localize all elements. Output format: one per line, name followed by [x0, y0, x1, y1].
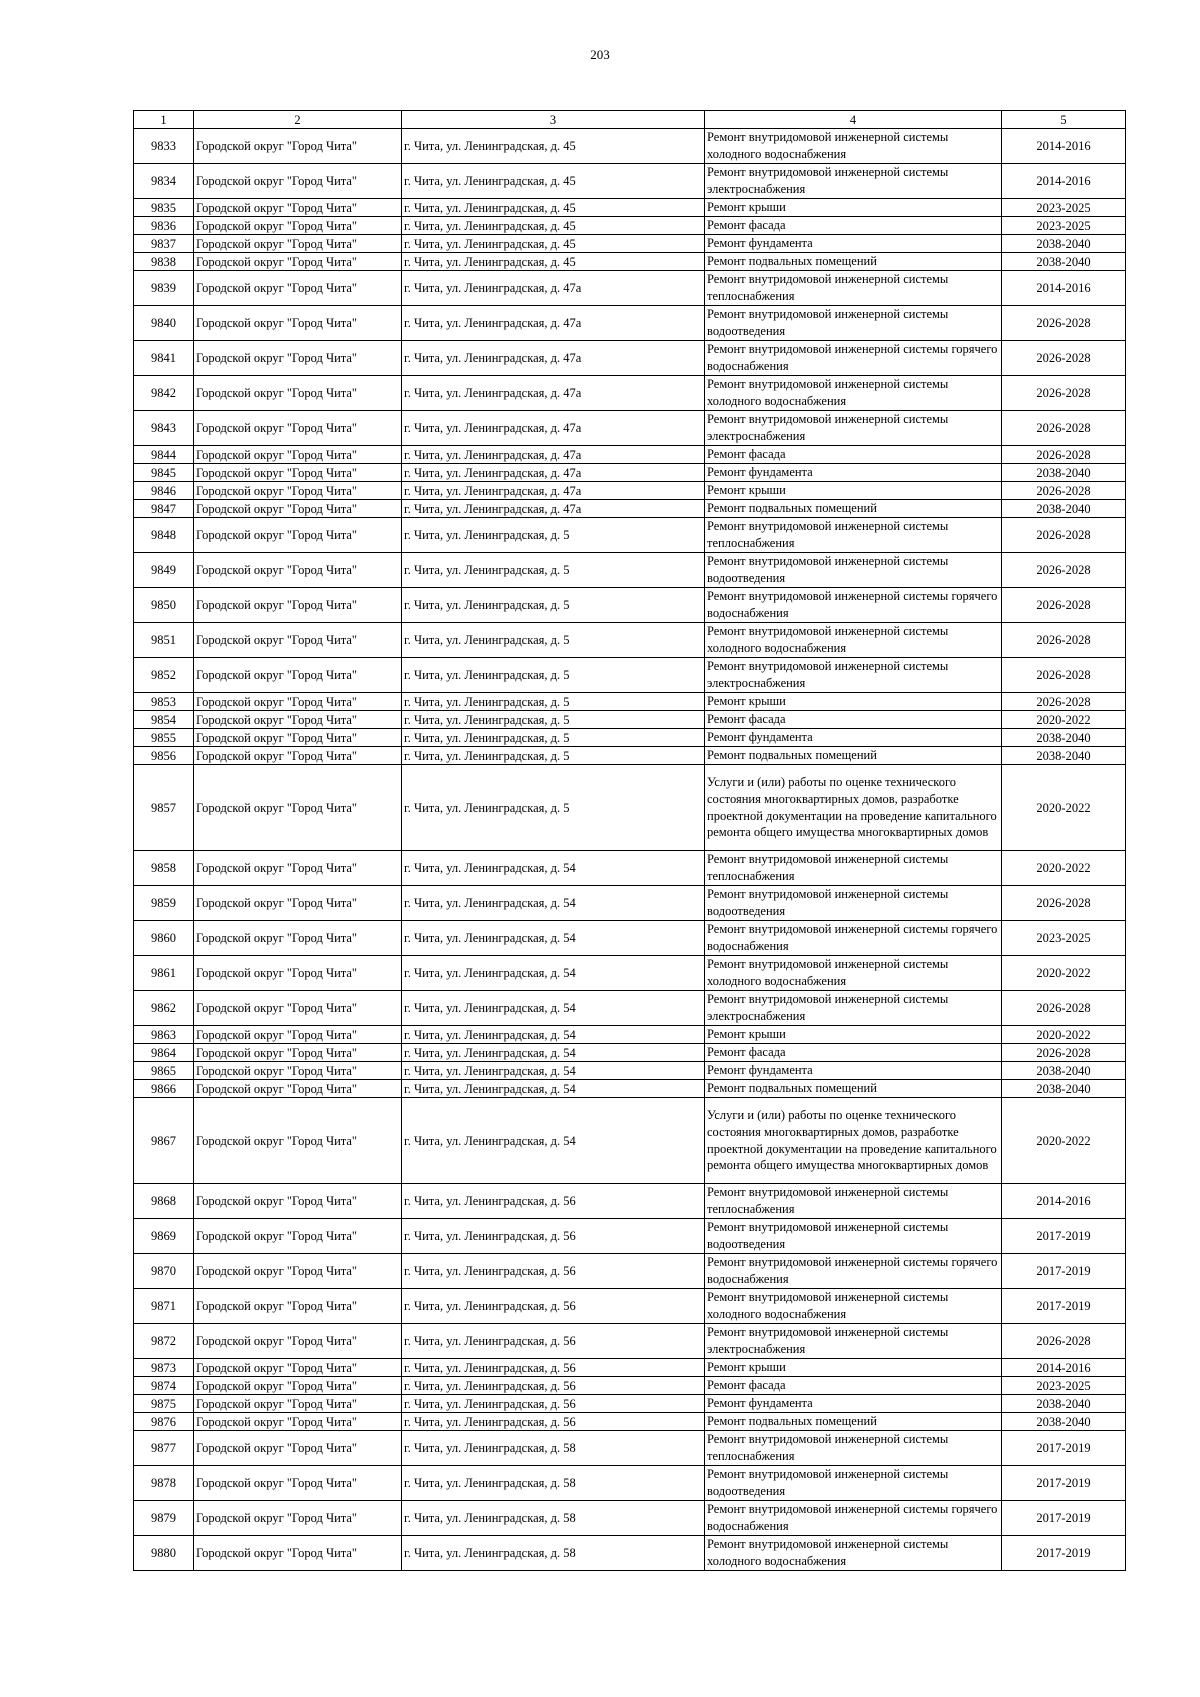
municipality-cell: Городской округ "Город Чита"	[194, 464, 402, 482]
period-cell: 2038-2040	[1002, 464, 1126, 482]
period-cell: 2017-2019	[1002, 1536, 1126, 1571]
period-cell: 2026-2028	[1002, 658, 1126, 693]
table-row	[134, 886, 1126, 921]
address-cell: г. Чита, ул. Ленинградская, д. 58	[402, 1466, 705, 1501]
work-type-cell: Ремонт фасада	[705, 1377, 1002, 1395]
work-type-cell: Ремонт внутридомовой инженерной системы холодного водоснабжения	[705, 956, 1002, 991]
work-type-cell: Ремонт крыши	[705, 482, 1002, 500]
work-type-cell: Ремонт фундамента	[705, 235, 1002, 253]
municipality-cell: Городской округ "Город Чита"	[194, 306, 402, 341]
table-row	[134, 729, 1126, 747]
address-cell: г. Чита, ул. Ленинградская, д. 5	[402, 588, 705, 623]
address-cell: г. Чита, ул. Ленинградская, д. 56	[402, 1289, 705, 1324]
table-row	[134, 623, 1126, 658]
table-row	[134, 164, 1126, 199]
municipality-cell: Городской округ "Город Чита"	[194, 1254, 402, 1289]
row-number-cell: 9867	[134, 1098, 194, 1184]
municipality-cell: Городской округ "Город Чита"	[194, 1080, 402, 1098]
municipality-cell: Городской округ "Город Чита"	[194, 518, 402, 553]
table-row	[134, 1431, 1126, 1466]
table-row	[134, 1466, 1126, 1501]
table-row	[134, 341, 1126, 376]
period-cell: 2020-2022	[1002, 851, 1126, 886]
row-number-cell: 9870	[134, 1254, 194, 1289]
row-number-cell: 9873	[134, 1359, 194, 1377]
address-cell: г. Чита, ул. Ленинградская, д. 54	[402, 1026, 705, 1044]
row-number-cell: 9852	[134, 658, 194, 693]
row-number-cell: 9862	[134, 991, 194, 1026]
period-cell: 2038-2040	[1002, 1395, 1126, 1413]
table-row	[134, 1377, 1126, 1395]
address-cell: г. Чита, ул. Ленинградская, д. 54	[402, 886, 705, 921]
municipality-cell: Городской округ "Город Чита"	[194, 482, 402, 500]
table-body	[134, 111, 1126, 1571]
period-cell: 2038-2040	[1002, 253, 1126, 271]
table-row	[134, 411, 1126, 446]
table-row	[134, 851, 1126, 886]
municipality-cell: Городской округ "Город Чита"	[194, 235, 402, 253]
row-number-cell: 9846	[134, 482, 194, 500]
period-cell: 2023-2025	[1002, 217, 1126, 235]
address-cell: г. Чита, ул. Ленинградская, д. 47а	[402, 446, 705, 464]
row-number-cell: 9866	[134, 1080, 194, 1098]
period-cell: 2038-2040	[1002, 500, 1126, 518]
municipality-cell: Городской округ "Город Чита"	[194, 164, 402, 199]
period-cell: 2026-2028	[1002, 518, 1126, 553]
work-type-cell: Ремонт фасада	[705, 217, 1002, 235]
period-cell: 2017-2019	[1002, 1466, 1126, 1501]
address-cell: г. Чита, ул. Ленинградская, д. 45	[402, 164, 705, 199]
work-type-cell: Ремонт подвальных помещений	[705, 500, 1002, 518]
table-row	[134, 588, 1126, 623]
period-cell: 2023-2025	[1002, 921, 1126, 956]
municipality-cell: Городской округ "Город Чита"	[194, 1026, 402, 1044]
capital-repair-table	[133, 110, 1126, 1571]
work-type-cell: Ремонт внутридомовой инженерной системы электроснабжения	[705, 1324, 1002, 1359]
address-cell: г. Чита, ул. Ленинградская, д. 54	[402, 1080, 705, 1098]
row-number-cell: 9834	[134, 164, 194, 199]
period-cell: 2014-2016	[1002, 1184, 1126, 1219]
work-type-cell: Ремонт внутридомовой инженерной системы теплоснабжения	[705, 1431, 1002, 1466]
address-cell: г. Чита, ул. Ленинградская, д. 56	[402, 1395, 705, 1413]
row-number-cell: 9877	[134, 1431, 194, 1466]
work-type-cell: Ремонт фундамента	[705, 729, 1002, 747]
address-cell: г. Чита, ул. Ленинградская, д. 5	[402, 658, 705, 693]
address-cell: г. Чита, ул. Ленинградская, д. 45	[402, 253, 705, 271]
municipality-cell: Городской округ "Город Чита"	[194, 1536, 402, 1571]
table-row	[134, 1044, 1126, 1062]
address-cell: г. Чита, ул. Ленинградская, д. 56	[402, 1377, 705, 1395]
period-cell: 2026-2028	[1002, 1324, 1126, 1359]
address-cell: г. Чита, ул. Ленинградская, д. 54	[402, 921, 705, 956]
address-cell: г. Чита, ул. Ленинградская, д. 56	[402, 1413, 705, 1431]
municipality-cell: Городской округ "Город Чита"	[194, 271, 402, 306]
work-type-cell: Ремонт внутридомовой инженерной системы горячего водоснабжения	[705, 921, 1002, 956]
address-cell: г. Чита, ул. Ленинградская, д. 56	[402, 1219, 705, 1254]
municipality-cell: Городской округ "Город Чита"	[194, 1289, 402, 1324]
table-row	[134, 500, 1126, 518]
work-type-cell: Ремонт фасада	[705, 446, 1002, 464]
address-cell: г. Чита, ул. Ленинградская, д. 47а	[402, 482, 705, 500]
row-number-cell: 9835	[134, 199, 194, 217]
municipality-cell: Городской округ "Город Чита"	[194, 711, 402, 729]
municipality-cell: Городской округ "Город Чита"	[194, 921, 402, 956]
row-number-cell: 9859	[134, 886, 194, 921]
row-number-cell: 9864	[134, 1044, 194, 1062]
table-row	[134, 1080, 1126, 1098]
table-row	[134, 1219, 1126, 1254]
row-number-cell: 9878	[134, 1466, 194, 1501]
table-row	[134, 1062, 1126, 1080]
address-cell: г. Чита, ул. Ленинградская, д. 58	[402, 1501, 705, 1536]
address-cell: г. Чита, ул. Ленинградская, д. 47а	[402, 500, 705, 518]
municipality-cell: Городской округ "Город Чита"	[194, 1062, 402, 1080]
municipality-cell: Городской округ "Город Чита"	[194, 1395, 402, 1413]
period-cell: 2026-2028	[1002, 886, 1126, 921]
period-cell: 2026-2028	[1002, 341, 1126, 376]
municipality-cell: Городской округ "Город Чита"	[194, 553, 402, 588]
address-cell: г. Чита, ул. Ленинградская, д. 54	[402, 1062, 705, 1080]
municipality-cell: Городской округ "Город Чита"	[194, 729, 402, 747]
work-type-cell: Ремонт фасада	[705, 1044, 1002, 1062]
address-cell: г. Чита, ул. Ленинградская, д. 47а	[402, 464, 705, 482]
work-type-cell: Ремонт внутридомовой инженерной системы холодного водоснабжения	[705, 1289, 1002, 1324]
row-number-cell: 9849	[134, 553, 194, 588]
table-row	[134, 1395, 1126, 1413]
municipality-cell: Городской округ "Город Чита"	[194, 991, 402, 1026]
row-number-cell: 9853	[134, 693, 194, 711]
row-number-cell: 9868	[134, 1184, 194, 1219]
municipality-cell: Городской округ "Город Чита"	[194, 1184, 402, 1219]
row-number-cell: 9844	[134, 446, 194, 464]
work-type-cell: Ремонт внутридомовой инженерной системы горячего водоснабжения	[705, 1501, 1002, 1536]
municipality-cell: Городской округ "Город Чита"	[194, 217, 402, 235]
table-row	[134, 446, 1126, 464]
municipality-cell: Городской округ "Город Чита"	[194, 341, 402, 376]
municipality-cell: Городской округ "Город Чита"	[194, 1413, 402, 1431]
period-cell: 2038-2040	[1002, 1080, 1126, 1098]
address-cell: г. Чита, ул. Ленинградская, д. 54	[402, 991, 705, 1026]
address-cell: г. Чита, ул. Ленинградская, д. 5	[402, 553, 705, 588]
address-cell: г. Чита, ул. Ленинградская, д. 54	[402, 851, 705, 886]
header-cell-1: 1	[134, 111, 194, 129]
municipality-cell: Городской округ "Город Чита"	[194, 693, 402, 711]
period-cell: 2026-2028	[1002, 376, 1126, 411]
work-type-cell: Ремонт внутридомовой инженерной системы горячего водоснабжения	[705, 341, 1002, 376]
work-type-cell: Ремонт подвальных помещений	[705, 1080, 1002, 1098]
work-type-cell: Услуги и (или) работы по оценке технического состояния многоквартирных домов, разработке проектной документации на проведение капитального ремонта общего имущества многоквартирных домов	[705, 765, 1002, 851]
municipality-cell: Городской округ "Город Чита"	[194, 1377, 402, 1395]
address-cell: г. Чита, ул. Ленинградская, д. 5	[402, 711, 705, 729]
table-row	[134, 518, 1126, 553]
work-type-cell: Ремонт внутридомовой инженерной системы водоотведения	[705, 553, 1002, 588]
work-type-cell: Ремонт внутридомовой инженерной системы электроснабжения	[705, 164, 1002, 199]
table-row	[134, 217, 1126, 235]
municipality-cell: Городской округ "Город Чита"	[194, 658, 402, 693]
row-number-cell: 9860	[134, 921, 194, 956]
row-number-cell: 9833	[134, 129, 194, 164]
period-cell: 2026-2028	[1002, 553, 1126, 588]
municipality-cell: Городской округ "Город Чита"	[194, 1324, 402, 1359]
period-cell: 2017-2019	[1002, 1289, 1126, 1324]
municipality-cell: Городской округ "Город Чита"	[194, 1044, 402, 1062]
row-number-cell: 9845	[134, 464, 194, 482]
table-row	[134, 921, 1126, 956]
period-cell: 2023-2025	[1002, 199, 1126, 217]
row-number-cell: 9880	[134, 1536, 194, 1571]
municipality-cell: Городской округ "Город Чита"	[194, 747, 402, 765]
row-number-cell: 9858	[134, 851, 194, 886]
work-type-cell: Ремонт внутридомовой инженерной системы холодного водоснабжения	[705, 376, 1002, 411]
row-number-cell: 9840	[134, 306, 194, 341]
municipality-cell: Городской округ "Город Чита"	[194, 500, 402, 518]
period-cell: 2026-2028	[1002, 411, 1126, 446]
row-number-cell: 9839	[134, 271, 194, 306]
address-cell: г. Чита, ул. Ленинградская, д. 56	[402, 1324, 705, 1359]
address-cell: г. Чита, ул. Ленинградская, д. 5	[402, 693, 705, 711]
header-cell-5: 5	[1002, 111, 1126, 129]
municipality-cell: Городской округ "Город Чита"	[194, 956, 402, 991]
work-type-cell: Ремонт внутридомовой инженерной системы горячего водоснабжения	[705, 1254, 1002, 1289]
table-row	[134, 1501, 1126, 1536]
period-cell: 2014-2016	[1002, 271, 1126, 306]
row-number-cell: 9841	[134, 341, 194, 376]
table-row	[134, 991, 1126, 1026]
municipality-cell: Городской округ "Город Чита"	[194, 129, 402, 164]
table-row	[134, 1254, 1126, 1289]
work-type-cell: Ремонт внутридомовой инженерной системы холодного водоснабжения	[705, 1536, 1002, 1571]
address-cell: г. Чита, ул. Ленинградская, д. 5	[402, 747, 705, 765]
address-cell: г. Чита, ул. Ленинградская, д. 45	[402, 217, 705, 235]
row-number-cell: 9879	[134, 1501, 194, 1536]
table-row	[134, 482, 1126, 500]
work-type-cell: Ремонт внутридомовой инженерной системы водоотведения	[705, 1466, 1002, 1501]
period-cell: 2020-2022	[1002, 765, 1126, 851]
row-number-cell: 9838	[134, 253, 194, 271]
period-cell: 2017-2019	[1002, 1219, 1126, 1254]
address-cell: г. Чита, ул. Ленинградская, д. 58	[402, 1536, 705, 1571]
address-cell: г. Чита, ул. Ленинградская, д. 45	[402, 129, 705, 164]
address-cell: г. Чита, ул. Ленинградская, д. 58	[402, 1431, 705, 1466]
period-cell: 2026-2028	[1002, 446, 1126, 464]
address-cell: г. Чита, ул. Ленинградская, д. 54	[402, 956, 705, 991]
work-type-cell: Ремонт фасада	[705, 711, 1002, 729]
address-cell: г. Чита, ул. Ленинградская, д. 47а	[402, 306, 705, 341]
table-row	[134, 765, 1126, 851]
header-cell-3: 3	[402, 111, 705, 129]
row-number-cell: 9855	[134, 729, 194, 747]
work-type-cell: Ремонт фундамента	[705, 1062, 1002, 1080]
municipality-cell: Городской округ "Город Чита"	[194, 1501, 402, 1536]
table-row	[134, 1098, 1126, 1184]
period-cell: 2017-2019	[1002, 1501, 1126, 1536]
table-row	[134, 376, 1126, 411]
municipality-cell: Городской округ "Город Чита"	[194, 446, 402, 464]
municipality-cell: Городской округ "Город Чита"	[194, 376, 402, 411]
address-cell: г. Чита, ул. Ленинградская, д. 56	[402, 1184, 705, 1219]
period-cell: 2020-2022	[1002, 1026, 1126, 1044]
row-number-cell: 9847	[134, 500, 194, 518]
table-row	[134, 235, 1126, 253]
municipality-cell: Городской округ "Город Чита"	[194, 765, 402, 851]
municipality-cell: Городской округ "Город Чита"	[194, 623, 402, 658]
work-type-cell: Ремонт фундамента	[705, 1395, 1002, 1413]
work-type-cell: Ремонт крыши	[705, 1359, 1002, 1377]
row-number-cell: 9861	[134, 956, 194, 991]
work-type-cell: Ремонт внутридомовой инженерной системы электроснабжения	[705, 658, 1002, 693]
row-number-cell: 9851	[134, 623, 194, 658]
address-cell: г. Чита, ул. Ленинградская, д. 54	[402, 1044, 705, 1062]
table-row	[134, 711, 1126, 729]
work-type-cell: Ремонт крыши	[705, 693, 1002, 711]
municipality-cell: Городской округ "Город Чита"	[194, 199, 402, 217]
municipality-cell: Городской округ "Город Чита"	[194, 886, 402, 921]
work-type-cell: Ремонт крыши	[705, 199, 1002, 217]
address-cell: г. Чита, ул. Ленинградская, д. 47а	[402, 341, 705, 376]
row-number-cell: 9837	[134, 235, 194, 253]
table-row	[134, 747, 1126, 765]
work-type-cell: Ремонт внутридомовой инженерной системы теплоснабжения	[705, 271, 1002, 306]
table-row	[134, 1026, 1126, 1044]
table-row	[134, 1324, 1126, 1359]
period-cell: 2020-2022	[1002, 711, 1126, 729]
row-number-cell: 9856	[134, 747, 194, 765]
municipality-cell: Городской округ "Город Чита"	[194, 1359, 402, 1377]
period-cell: 2026-2028	[1002, 693, 1126, 711]
work-type-cell: Ремонт внутридомовой инженерной системы теплоснабжения	[705, 518, 1002, 553]
header-cell-2: 2	[194, 111, 402, 129]
period-cell: 2026-2028	[1002, 991, 1126, 1026]
address-cell: г. Чита, ул. Ленинградская, д. 45	[402, 199, 705, 217]
period-cell: 2020-2022	[1002, 1098, 1126, 1184]
table-row	[134, 1413, 1126, 1431]
municipality-cell: Городской округ "Город Чита"	[194, 851, 402, 886]
address-cell: г. Чита, ул. Ленинградская, д. 5	[402, 765, 705, 851]
row-number-cell: 9871	[134, 1289, 194, 1324]
table-row	[134, 199, 1126, 217]
row-number-cell: 9874	[134, 1377, 194, 1395]
address-cell: г. Чита, ул. Ленинградская, д. 47а	[402, 271, 705, 306]
period-cell: 2023-2025	[1002, 1377, 1126, 1395]
period-cell: 2026-2028	[1002, 588, 1126, 623]
table-row	[134, 1289, 1126, 1324]
municipality-cell: Городской округ "Город Чита"	[194, 1466, 402, 1501]
table-row	[134, 306, 1126, 341]
period-cell: 2026-2028	[1002, 306, 1126, 341]
municipality-cell: Городской округ "Город Чита"	[194, 588, 402, 623]
work-type-cell: Ремонт крыши	[705, 1026, 1002, 1044]
period-cell: 2014-2016	[1002, 129, 1126, 164]
period-cell: 2014-2016	[1002, 164, 1126, 199]
header-cell-4: 4	[705, 111, 1002, 129]
period-cell: 2020-2022	[1002, 956, 1126, 991]
municipality-cell: Городской округ "Город Чита"	[194, 411, 402, 446]
row-number-cell: 9865	[134, 1062, 194, 1080]
period-cell: 2017-2019	[1002, 1431, 1126, 1466]
period-cell: 2038-2040	[1002, 729, 1126, 747]
work-type-cell: Услуги и (или) работы по оценке технического состояния многоквартирных домов, разработке проектной документации на проведение капитального ремонта общего имущества многоквартирных домов	[705, 1098, 1002, 1184]
row-number-cell: 9869	[134, 1219, 194, 1254]
municipality-cell: Городской округ "Город Чита"	[194, 253, 402, 271]
work-type-cell: Ремонт внутридомовой инженерной системы водоотведения	[705, 306, 1002, 341]
row-number-cell: 9850	[134, 588, 194, 623]
row-number-cell: 9876	[134, 1413, 194, 1431]
row-number-cell: 9857	[134, 765, 194, 851]
work-type-cell: Ремонт внутридомовой инженерной системы водоотведения	[705, 886, 1002, 921]
period-cell: 2017-2019	[1002, 1254, 1126, 1289]
row-number-cell: 9854	[134, 711, 194, 729]
period-cell: 2026-2028	[1002, 482, 1126, 500]
period-cell: 2038-2040	[1002, 1062, 1126, 1080]
table-row	[134, 658, 1126, 693]
table-row	[134, 1184, 1126, 1219]
work-type-cell: Ремонт внутридомовой инженерной системы теплоснабжения	[705, 851, 1002, 886]
period-cell: 2038-2040	[1002, 747, 1126, 765]
header-row	[134, 111, 1126, 129]
work-type-cell: Ремонт подвальных помещений	[705, 747, 1002, 765]
row-number-cell: 9836	[134, 217, 194, 235]
row-number-cell: 9875	[134, 1395, 194, 1413]
work-type-cell: Ремонт внутридомовой инженерной системы горячего водоснабжения	[705, 588, 1002, 623]
table-row	[134, 271, 1126, 306]
work-type-cell: Ремонт внутридомовой инженерной системы электроснабжения	[705, 991, 1002, 1026]
address-cell: г. Чита, ул. Ленинградская, д. 45	[402, 235, 705, 253]
period-cell: 2026-2028	[1002, 1044, 1126, 1062]
row-number-cell: 9863	[134, 1026, 194, 1044]
address-cell: г. Чита, ул. Ленинградская, д. 5	[402, 518, 705, 553]
address-cell: г. Чита, ул. Ленинградская, д. 47а	[402, 411, 705, 446]
work-type-cell: Ремонт подвальных помещений	[705, 253, 1002, 271]
address-cell: г. Чита, ул. Ленинградская, д. 54	[402, 1098, 705, 1184]
work-type-cell: Ремонт подвальных помещений	[705, 1413, 1002, 1431]
table-row	[134, 1536, 1126, 1571]
municipality-cell: Городской округ "Город Чита"	[194, 1431, 402, 1466]
work-type-cell: Ремонт внутридомовой инженерной системы холодного водоснабжения	[705, 623, 1002, 658]
row-number-cell: 9872	[134, 1324, 194, 1359]
page-number: 203	[590, 47, 610, 62]
table-row	[134, 553, 1126, 588]
address-cell: г. Чита, ул. Ленинградская, д. 5	[402, 623, 705, 658]
table-row	[134, 464, 1126, 482]
row-number-cell: 9848	[134, 518, 194, 553]
period-cell: 2014-2016	[1002, 1359, 1126, 1377]
address-cell: г. Чита, ул. Ленинградская, д. 47а	[402, 376, 705, 411]
work-type-cell: Ремонт внутридомовой инженерной системы водоотведения	[705, 1219, 1002, 1254]
work-type-cell: Ремонт внутридомовой инженерной системы теплоснабжения	[705, 1184, 1002, 1219]
table-row	[134, 129, 1126, 164]
row-number-cell: 9843	[134, 411, 194, 446]
table-row	[134, 1359, 1126, 1377]
row-number-cell: 9842	[134, 376, 194, 411]
address-cell: г. Чита, ул. Ленинградская, д. 56	[402, 1359, 705, 1377]
work-type-cell: Ремонт внутридомовой инженерной системы электроснабжения	[705, 411, 1002, 446]
address-cell: г. Чита, ул. Ленинградская, д. 5	[402, 729, 705, 747]
municipality-cell: Городской округ "Город Чита"	[194, 1098, 402, 1184]
address-cell: г. Чита, ул. Ленинградская, д. 56	[402, 1254, 705, 1289]
period-cell: 2038-2040	[1002, 1413, 1126, 1431]
work-type-cell: Ремонт фундамента	[705, 464, 1002, 482]
table-row	[134, 956, 1126, 991]
municipality-cell: Городской округ "Город Чита"	[194, 1219, 402, 1254]
period-cell: 2038-2040	[1002, 235, 1126, 253]
period-cell: 2026-2028	[1002, 623, 1126, 658]
work-type-cell: Ремонт внутридомовой инженерной системы холодного водоснабжения	[705, 129, 1002, 164]
table-row	[134, 253, 1126, 271]
table-row	[134, 693, 1126, 711]
